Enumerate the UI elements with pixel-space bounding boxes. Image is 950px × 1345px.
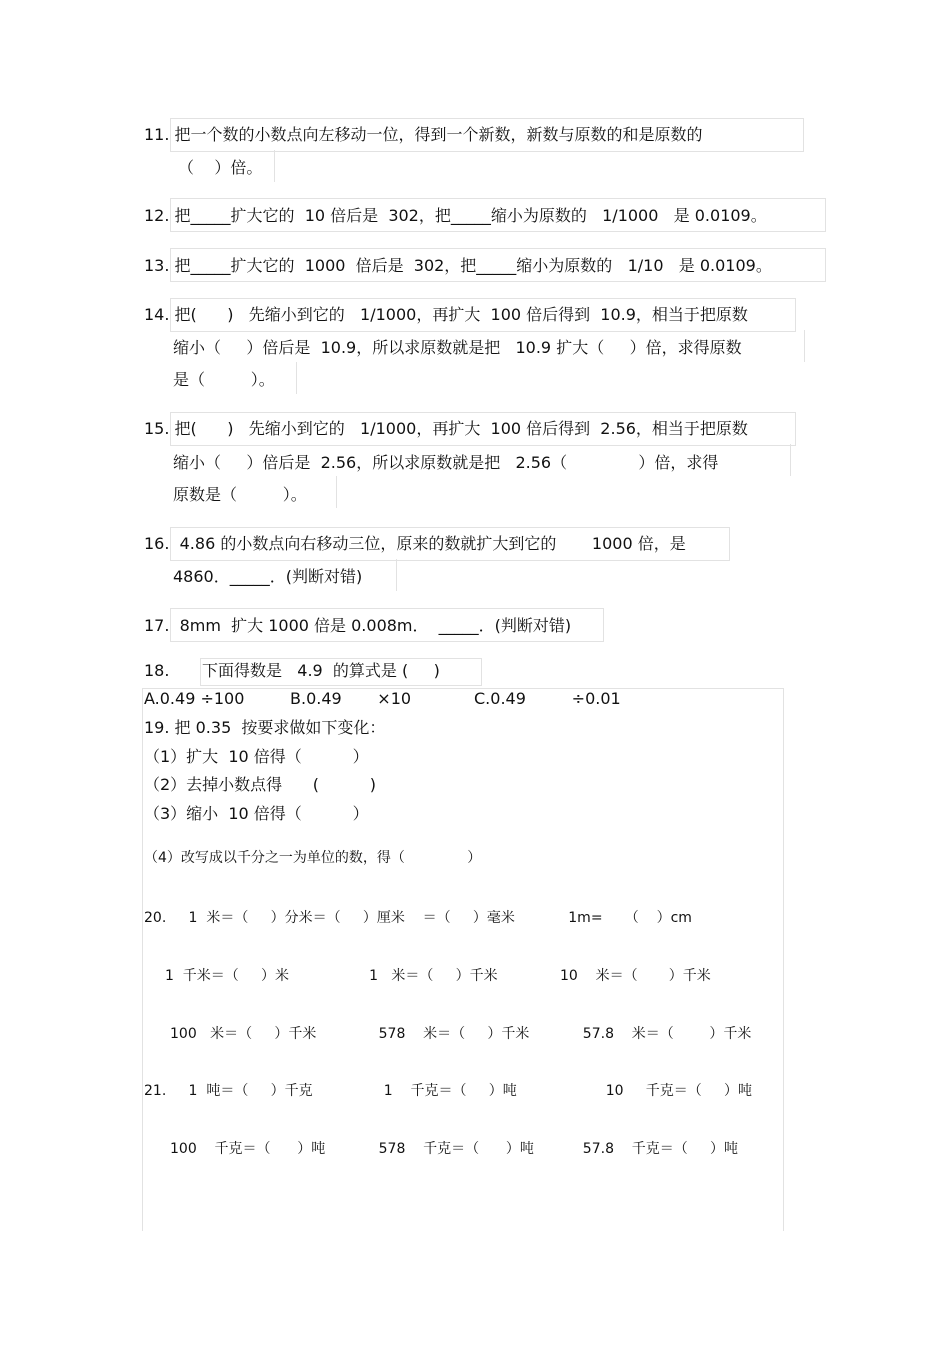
- q21-row2: 100 千克＝（ ）吨 578 千克＝（ ）吨 57.8 千克＝（ ）吨: [170, 1141, 739, 1157]
- q17-line1: 17. 8mm 扩大 1000 倍是 0.008m． _____．(判断对错): [144, 616, 572, 635]
- q18-number: 18.: [144, 661, 170, 680]
- q16-frame-edge: [396, 559, 397, 591]
- q13-line1: 13. 把_____扩大它的 1000 倍后是 302，把_____缩小为原数的 1/10 是 0.0109。: [144, 256, 772, 275]
- q21-row1: 21. 1 吨＝（ ）千克 1 千克＝（ ）吨 10 千克＝（ ）吨: [144, 1083, 753, 1099]
- q15-frame-edge2: [336, 476, 337, 508]
- q20-row3: 100 米＝（ ）千米 578 米＝（ ）千米 57.8 米＝（ ）千米: [170, 1026, 752, 1042]
- q14-line3: 是（ ）。: [173, 370, 275, 389]
- q15-line2: 缩小（ ）倍后是 2.56，所以求原数就是把 2.56（ ）倍，求得: [173, 453, 719, 472]
- q18-option-a: A.0.49 ÷100: [144, 689, 245, 708]
- q11-frame-edge: [274, 150, 275, 182]
- q14-line2: 缩小（ ）倍后是 10.9，所以求原数就是把 10.9 扩大（ ）倍，求得原数: [173, 338, 742, 357]
- q16-line1: 16. 4.86 的小数点向右移动三位，原来的数就扩大到它的 1000 倍，是: [144, 534, 686, 553]
- q14-frame-edge2: [296, 362, 297, 394]
- q18-option-c: C.0.49 ÷0.01: [474, 689, 621, 708]
- q18-option-b: B.0.49 ×10: [290, 689, 412, 708]
- q19-part2: （2）去掉小数点得 ( ): [144, 775, 377, 794]
- q20-row2: 1 千米＝（ ）米 1 米＝（ ）千米 10 米＝（ ）千米: [165, 968, 711, 984]
- q19-part3: （3）缩小 10 倍得（ ）: [144, 804, 369, 823]
- q15-frame-edge: [790, 444, 791, 476]
- q16-line2: 4860．_____．(判断对错): [173, 567, 363, 586]
- q11-line2: （ ）倍。: [178, 158, 263, 177]
- q19-part1: （1）扩大 10 倍得（ ）: [144, 747, 369, 766]
- q20-row1: 20. 1 米＝（ ）分米＝（ ）厘米 ＝（ ）毫米 1m= （ ）cm: [144, 910, 692, 926]
- q18-stem: 下面得数是 4.9 的算式是 ( ): [202, 661, 440, 680]
- q11-line1: 11. 把一个数的小数点向左移动一位，得到一个新数，新数与原数的和是原数的: [144, 125, 703, 144]
- q14-frame-edge: [804, 330, 805, 362]
- q15-line3: 原数是（ ）。: [173, 485, 307, 504]
- q14-line1: 14. 把( ) 先缩小到它的 1/1000，再扩大 100 倍后得到 10.9，相当于把原数: [144, 305, 748, 324]
- q19-part4: （4）改写成以千分之一为单位的数，得（ ）: [144, 850, 482, 866]
- q19-stem: 19. 把 0.35 按要求做如下变化：: [144, 718, 386, 737]
- q15-line1: 15. 把( ) 先缩小到它的 1/1000，再扩大 100 倍后得到 2.56，相当于把原数: [144, 419, 748, 438]
- q12-line1: 12. 把_____扩大它的 10 倍后是 302，把_____缩小为原数的 1/1000 是 0.0109。: [144, 206, 767, 225]
